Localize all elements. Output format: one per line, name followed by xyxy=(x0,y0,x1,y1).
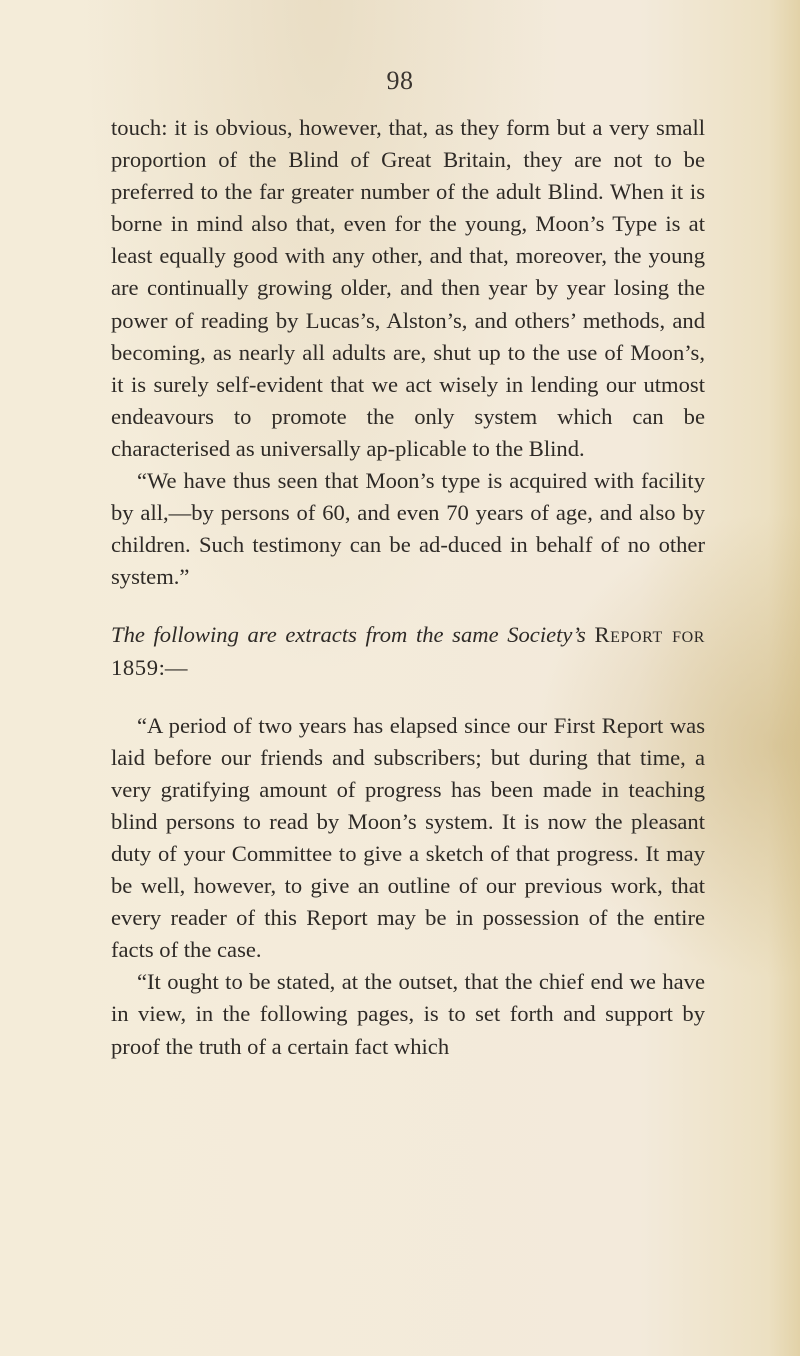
intro-italic-text: The following are extracts from the same Society’s xyxy=(111,622,586,648)
quote-paragraph-chief-end: “It ought to be stated, at the outset, that the chief end we have in view, in the following pages, is to set forth and support by proof the truth of a certain fact which xyxy=(111,969,705,1059)
page-number: 98 xyxy=(386,66,414,95)
body-text xyxy=(111,112,705,1063)
quote-paragraph-progress: “A period of two years has elapsed since our First Report was laid before our friends and subscribers; but during that time, a very gratifying amount of progress has been made in teaching blind persons to read by Moon’s system. It is now the pleasant duty of your Committee to give a sketch of that progress. It may be well, however, to give an outline of our previous work, that every reader of this Report may be in possession of the entire facts of the case. xyxy=(111,712,705,963)
intro-suffix: :— xyxy=(158,654,188,680)
paragraph-continuation: touch: it is obvious, however, that, as they form but a very small proportion of the Blind of Great Britain, they are not to be preferred to the far greater number of the adult Blind. When it is borne in mind also that, even for the young, Moon’s Type is at least equally good with any other, and that, moreover, the young are continually growing older, and then year by year losing the power of reading by Lucas’s, Alston’s, and others’ methods, and becoming, as nearly all adults are, shut up to the use of Moon’s, it is surely self-evident that we act wisely in lending our utmost endeavours to promote the only system which can be characterised as universally ap-plicable to the Blind. xyxy=(111,115,705,461)
intro-report-title: Report for 1859 xyxy=(111,622,706,680)
extracts-introduction xyxy=(111,619,705,683)
paragraph-quote-testimony: “We have thus seen that Moon’s type is acquired with facility by all,—by persons of 60, and even 70 years of age, and also by children. Such testimony can be ad-duced in behalf of no other system.” xyxy=(111,468,705,590)
